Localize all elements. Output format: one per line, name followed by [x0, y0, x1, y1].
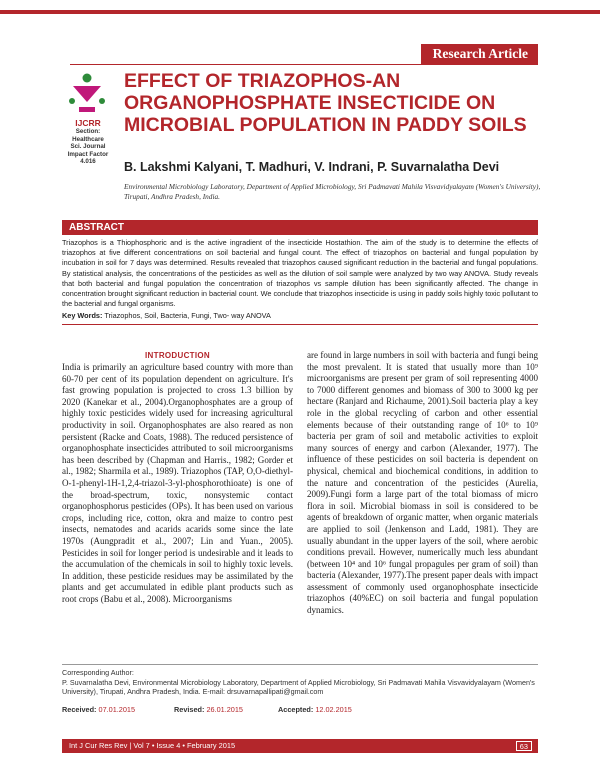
revised-label: Revised:: [174, 705, 205, 714]
body-column-left: India is primarily an agriculture based country with more than 60-70 per cent of its population dependent on agriculture. It's fast growing population is projected to cross 1.3 billion by 2020 (Kanekar et al., 2004).Organophosphates are a group of highly toxic pesticides widely used for increasing agricultural productivity in soil. Organophosphates are also reared as non persistent (Racke and Coats, 1988). The reduced persistence of organophosphate insecticides attributed to soil microorganisms has been described by (Chapman and Harris., 1982; Gorder et al., 1982; Sharmila et al., 1989). Triazophos (TAP, O,O-diethyl-O-1-phenyl-1H-1,2,4-triazol-3-yl-phosphorothioate) is one of the broad-spectrum, toxic, nonsystemic contact organophosphorus pesticides (OPs). It has been used on various crops, including rice, cotton, okra and maize to contro pest insects, nematodes and acarids acarids some since the late 1970s (Aungpradit et al., 2007; Lin and Yuan., 2005). Pesticides in soil for longer period is undesirable and it leads to the accumulation of the chemicals in soil to highly toxic levels. In addition, these pesticide residues may be assimilated by the plants and get accumulated in edible plant products such as root crops (Babu et al., 2008). Microorganisms: [62, 362, 293, 604]
received-value: 07.01.2015: [98, 705, 136, 714]
logo-bar: [79, 107, 95, 112]
top-accent-bar: [0, 10, 600, 14]
keywords-label: Key Words:: [62, 311, 103, 320]
abstract-text: Triazophos is a Thiophosphoric and is the active ingradient of the insecticide Hostathion. The aim of the study is to determine the effects of triazophos at five different concentrations on soil bacterial and fungal count. The effect of triazophos on bacterial and fungal population by incubation in soil for 7 days was determined. Results revealed that triazophos caused significant reduction in the bacterial and fungal populations. By statistical analysis, the concentrations of the pesticides as well as the dilution of soil sample were analyzed by two way ANOVA. Study reveals that both bacterial and fungal population the concentration of triazophos vs sample dilution has been significantly affected. The change in concentration brought significant reduction in bacterial count. We conclude that triazophos insecticide is using in paddy soils highly toxic pollutant to the bacterial and fungal organisms.: [62, 238, 538, 309]
journal-abbrev: IJCRR: [75, 118, 101, 128]
correspondence-text: P. Suvarnalatha Devi, Environmental Microbiology Laboratory, Department of Applied Microbiology, Sri Padmavati Mahila Visvavidyalayam (Women's University), Tirupati, Andhra Pradesh, India. E-mail: drsuvarnapallipati@gmail.com: [62, 677, 535, 696]
author-list: B. Lakshmi Kalyani, T. Madhuri, V. Indrani, P. Suvarnalatha Devi: [124, 160, 500, 174]
correspondence-rule: [62, 664, 538, 665]
journal-citation: Int J Cur Res Rev | Vol 7 • Issue 4 • February 2015: [69, 741, 236, 750]
correspondence-block: [62, 668, 538, 697]
keywords: [62, 311, 538, 320]
logo-dot-right: [99, 98, 105, 104]
introduction-heading: INTRODUCTION: [145, 351, 210, 360]
impact-factor-value: 4.016: [80, 158, 96, 166]
journal-section-2: Sci. Journal: [70, 143, 106, 151]
abstract-heading: ABSTRACT: [62, 220, 538, 235]
received-date: [62, 705, 174, 714]
revised-date: [174, 705, 278, 714]
journal-info: [60, 118, 116, 166]
article-title: EFFECT OF TRIAZOPHOS-AN ORGANOPHOSPHATE INSECTICIDE ON MICROBIAL POPULATION IN PADDY SOILS: [124, 70, 527, 136]
article-dates: [62, 705, 538, 714]
journal-logo-icon: [64, 70, 110, 116]
impact-factor-label: Impact Factor: [67, 150, 109, 158]
abstract-rule: [62, 324, 538, 325]
accepted-date: [278, 705, 352, 714]
header-rule: [70, 64, 538, 65]
page-number: 63: [516, 741, 532, 751]
article-type-badge: Research Article: [421, 44, 538, 64]
accepted-label: Accepted:: [278, 705, 314, 714]
page-footer: [62, 739, 538, 753]
affiliation: Environmental Microbiology Laboratory, Department of Applied Microbiology, Sri Padmavati Mahila Visvavidyalayam (Women's University), Tirupati, Andhra Pradesh, India.: [124, 182, 541, 201]
logo-triangle: [73, 86, 101, 102]
correspondence-label: Corresponding Author:: [62, 668, 134, 677]
accepted-value: 12.02.2015: [315, 705, 352, 714]
received-label: Received:: [62, 705, 97, 714]
body-column-right: are found in large numbers in soil with bacteria and fungi being the most prevalent. It is stated that usually more than 10⁹ microorganisms are present per gram of soil representing 4000 to 7000 different genomes and biomass of 300 to 3000 kg per hectare (Ranjard and Richaume, 2001).Soil bacteria play a key role in the global recycling of carbon and other essential elements because of their outstanding range of 10⁶ to 10⁹ bacteria per gram of soil and metabolic activities to exploit many sources of energy and carbon (Alexander, 1977). The influence of these pesticides on soil bacteria is dependent on physical, chemical and biochemical conditions, in addition to the nature and concentration of the pesticides (Aurelia, 2009).Fungi form a large part of the total biomass of micro flora in soil. Microbial biomass in soil is considered to be agents of breakdown of organic matter, when organic materials are applied to soil (Jenkenson and Ladd, 1981). They are usually abundant in the upper layers of the soil, where aerobic conditions prevail. However, numerically much less abundant (between 10⁴ and 10⁶ fungal propagules per gram of soil) than bacteria (Alexander, 1977).The present paper deals with impact assessment of commonly used organophosphate insecticide triazophos (40%EC) on soil bacteria and fungal population dynamics.: [307, 350, 538, 616]
revised-value: 26.01.2015: [206, 705, 243, 714]
logo-dot-left: [69, 98, 75, 104]
journal-section: Section: Healthcare: [72, 128, 104, 143]
keywords-list: Triazophos, Soil, Bacteria, Fungi, Two- way ANOVA: [104, 311, 271, 320]
logo-dot-top: [83, 74, 92, 83]
